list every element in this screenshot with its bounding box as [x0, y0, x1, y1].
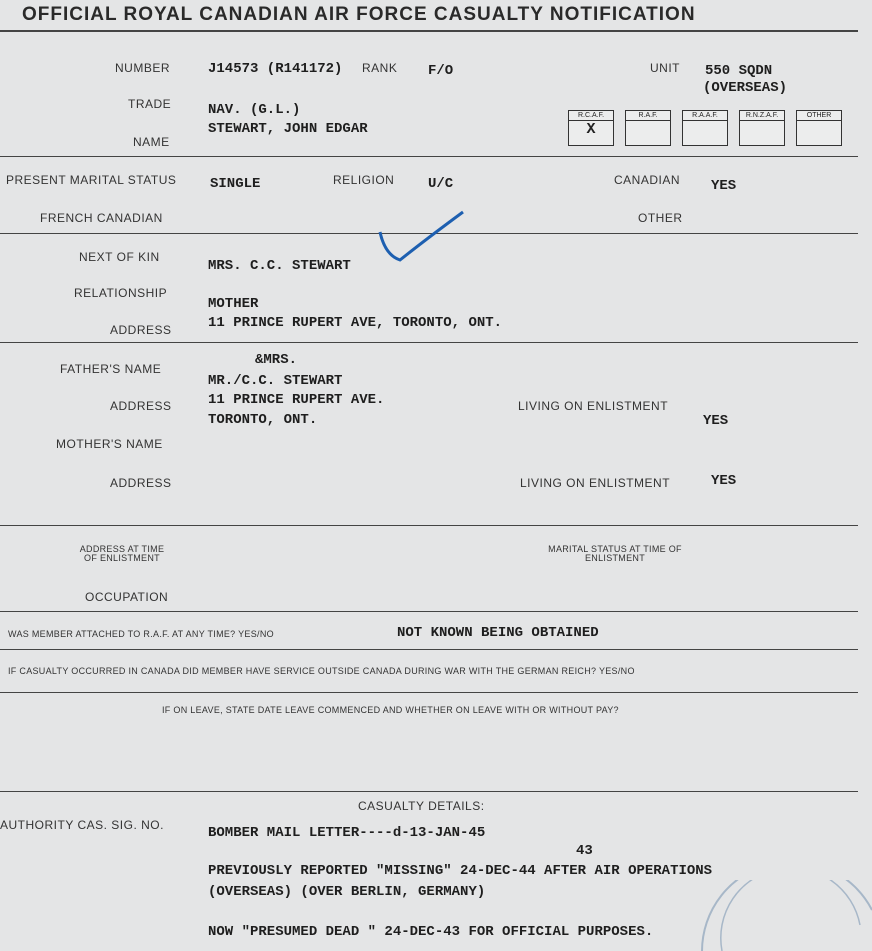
number-value: J14573 (R141172) — [208, 61, 343, 77]
father-address-2: TORONTO, ONT. — [208, 412, 318, 428]
leave-question: IF ON LEAVE, STATE DATE LEAVE COMMENCED AND WHETHER ON LEAVE WITH OR WITHOUT PAY? — [162, 705, 619, 715]
occupation-label: OCCUPATION — [85, 590, 169, 604]
form-title: OFFICIAL ROYAL CANADIAN AIR FORCE CASUALTY NOTIFICATION — [22, 4, 696, 25]
father-insert: &MRS. — [255, 352, 298, 368]
nok-address-value: 11 PRINCE RUPERT AVE, TORONTO, ONT. — [208, 315, 503, 331]
authority-label: AUTHORITY CAS. SIG. NO. — [0, 818, 164, 832]
relationship-value: MOTHER — [208, 296, 259, 312]
trade-label: TRADE — [128, 97, 172, 111]
nok-label: NEXT OF KIN — [79, 250, 160, 264]
mother-living-value: YES — [711, 473, 737, 489]
divider — [0, 649, 858, 650]
archive-stamp — [700, 880, 872, 951]
divider — [0, 611, 858, 612]
details-line-2: (OVERSEAS) (OVER BERLIN, GERMANY) — [208, 884, 486, 900]
mother-label: MOTHER'S NAME — [56, 437, 163, 451]
checkmark-icon — [375, 210, 470, 270]
french-canadian-label: FRENCH CANADIAN — [40, 211, 163, 225]
marital-value: SINGLE — [210, 176, 261, 192]
service-box-raf: R.A.F. — [625, 110, 671, 146]
details-line-1: PREVIOUSLY REPORTED "MISSING" 24-DEC-44 AFTER AIR OPERATIONS — [208, 863, 713, 879]
father-living-value: YES — [703, 413, 729, 429]
father-living-label: LIVING ON ENLISTMENT — [518, 399, 669, 413]
service-box-rcaf: R.C.A.F. X — [568, 110, 614, 146]
details-line-3: NOW "PRESUMED DEAD " 24-DEC-43 FOR OFFICIAL PURPOSES. — [208, 924, 654, 940]
name-value: STEWART, JOHN EDGAR — [208, 121, 368, 137]
trade-value: NAV. (G.L.) — [208, 102, 301, 118]
religion-label: RELIGION — [333, 173, 395, 187]
canadian-label: CANADIAN — [614, 173, 681, 187]
mother-living-label: LIVING ON ENLISTMENT — [520, 476, 671, 490]
name-label: NAME — [133, 135, 170, 149]
date-correction: 43 — [576, 843, 593, 859]
father-address-1: 11 PRINCE RUPERT AVE. — [208, 392, 385, 408]
divider — [0, 342, 858, 343]
canadian-value: YES — [711, 178, 737, 194]
service-box-raaf: R.A.A.F. — [682, 110, 728, 146]
address-enlistment-label: ADDRESS AT TIME OF ENLISTMENT — [79, 544, 165, 563]
casualty-details-label: CASUALTY DETAILS: — [358, 799, 485, 813]
rank-label: RANK — [362, 61, 398, 75]
unit-value: 550 SQDN — [705, 63, 773, 79]
service-box-other: OTHER — [796, 110, 842, 146]
other-label: OTHER — [638, 211, 683, 225]
marital-label: PRESENT MARITAL STATUS — [6, 173, 177, 187]
religion-value: U/C — [428, 176, 454, 192]
father-label: FATHER'S NAME — [60, 362, 162, 376]
divider — [0, 156, 858, 157]
canada-question: IF CASUALTY OCCURRED IN CANADA DID MEMBER HAVE SERVICE OUTSIDE CANADA DURING WAR WITH THE GERMAN REICH? YES/NO — [8, 666, 635, 676]
divider — [0, 525, 858, 526]
unit-label: UNIT — [650, 61, 680, 75]
relationship-label: RELATIONSHIP — [74, 286, 168, 300]
divider — [0, 30, 858, 32]
address-label: ADDRESS — [110, 323, 172, 337]
mother-address-label: ADDRESS — [110, 476, 172, 490]
marital-enlistment-label: MARITAL STATUS AT TIME OF ENLISTMENT — [548, 544, 682, 563]
father-value: MR./C.C. STEWART — [208, 373, 343, 389]
raf-answer: NOT KNOWN BEING OBTAINED — [397, 625, 599, 641]
father-address-label: ADDRESS — [110, 399, 172, 413]
authority-value: BOMBER MAIL LETTER----d-13-JAN-45 — [208, 825, 486, 841]
service-box-rnzaf: R.N.Z.A.F. — [739, 110, 785, 146]
rank-value: F/O — [428, 63, 454, 79]
divider — [0, 791, 858, 792]
raf-question: WAS MEMBER ATTACHED TO R.A.F. AT ANY TIME? YES/NO — [8, 629, 274, 639]
number-label: NUMBER — [115, 61, 171, 75]
unit-value-2: (OVERSEAS) — [703, 80, 788, 96]
divider — [0, 692, 858, 693]
nok-value: MRS. C.C. STEWART — [208, 258, 351, 274]
